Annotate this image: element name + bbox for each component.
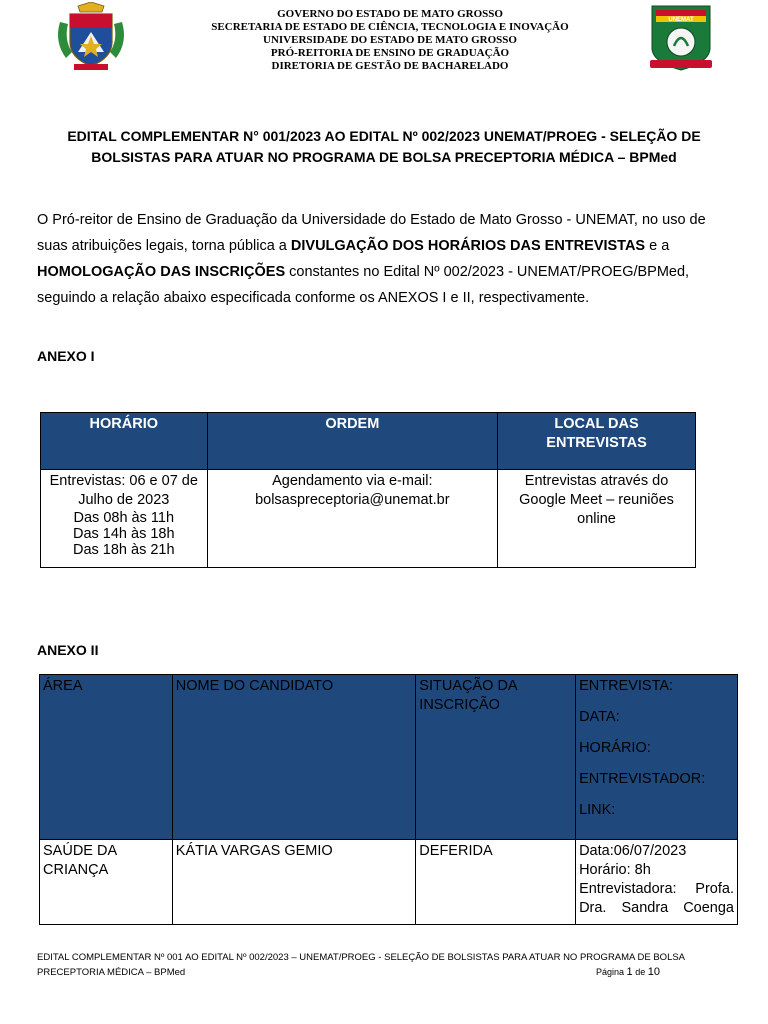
svg-text:UNEMAT: UNEMAT: [668, 17, 694, 23]
horario-line: Das 08h às 11h: [73, 510, 175, 526]
cell-entrevista: [576, 840, 738, 925]
institution-lines: [170, 8, 610, 73]
annex2-table: [39, 674, 738, 925]
table-header-row: [40, 675, 738, 840]
cell-situacao: DEFERIDA: [416, 840, 576, 925]
link-label: LINK:: [579, 802, 616, 818]
horario-line: Das 14h às 18h: [72, 526, 175, 542]
header-line: SECRETARIA DE ESTADO DE CIÊNCIA, TECNOLOGIA E INOVAÇÃO: [211, 21, 569, 33]
header-line: GOVERNO DO ESTADO DE MATO GROSSO: [277, 8, 503, 20]
data-label: DATA:: [579, 709, 620, 725]
header-ordem: ORDEM: [207, 413, 498, 470]
page-number: Página 1 de 10: [596, 966, 660, 978]
header-horario: HORÁRIO: [41, 413, 208, 470]
ordem-email: bolsaspreceptoria@unemat.br: [255, 492, 450, 508]
unemat-logo-icon: [644, 2, 718, 72]
header-line: DIRETORIA DE GESTÃO DE BACHARELADO: [271, 60, 509, 72]
header-situacao: SITUAÇÃO DA INSCRIÇÃO: [416, 675, 576, 840]
header-local: LOCAL DAS ENTREVISTAS: [498, 413, 696, 470]
header-nome: NOME DO CANDIDATO: [172, 675, 416, 840]
intro-bold-divulgacao: DIVULGAÇÃO DOS HORÁRIOS DAS ENTREVISTAS: [290, 238, 646, 254]
annex1-table: [40, 412, 696, 568]
intro-text: O Pró-reitor de Ensino de Graduação da Universidade do Estado de Mato Grosso - UNEMAT, no uso de suas atribuições legais, torna pública a: [37, 212, 706, 254]
header-line: UNIVERSIDADE DO ESTADO DE MATO GROSSO: [263, 34, 517, 46]
cell-nome: KÁTIA VARGAS GEMIO: [172, 840, 416, 925]
header-entrevista: [576, 675, 738, 840]
page-footer: [37, 950, 737, 980]
table-row: [41, 470, 696, 568]
entrevistador-label: ENTREVISTADOR:: [579, 771, 706, 787]
mato-grosso-coat-of-arms-icon: [52, 2, 130, 72]
header-line: PRÓ-REITORIA DE ENSINO DE GRADUAÇÃO: [270, 47, 510, 59]
intro-text: e a: [645, 238, 670, 254]
cell-ordem: [207, 470, 498, 568]
intro-bold-homologacao: HOMOLOGAÇÃO DAS INSCRIÇÕES: [37, 264, 286, 280]
document-header: [0, 0, 768, 80]
horario-line: Entrevistas: 06 e 07 de Julho de 2023: [49, 473, 198, 508]
cell-local: Entrevistas através do Google Meet – reuniões online: [498, 470, 696, 568]
entrevista-label: ENTREVISTA:: [579, 678, 674, 694]
cell-horario: [41, 470, 208, 568]
document-title: EDITAL COMPLEMENTAR N° 001/2023 AO EDITAL Nº 002/2023 UNEMAT/PROEG - SELEÇÃO DE BOLSISTAS PARA ATUAR NO PROGRAMA DE BOLSA PRECEPTORIA MÉDICA – BPMed: [67, 128, 701, 165]
interview-time: Horário: 8h: [579, 862, 651, 878]
intro-text: constantes no Edital Nº 002/2023 - UNEMAT/PROEG/BPMed, seguindo a relação abaixo especificada conforme os ANEXOS I e II, respectivamente.: [37, 264, 690, 306]
table-row: [40, 840, 738, 925]
ordem-line: Agendamento via e-mail:: [272, 473, 433, 489]
table-header-row: [41, 413, 696, 470]
horario-line: Das 18h às 21h: [72, 542, 175, 558]
interviewer: Entrevistadora: Profa. Dra. Sandra Coenga: [579, 881, 734, 916]
intro-paragraph: [37, 207, 737, 311]
footer-text: EDITAL COMPLEMENTAR Nº 001 AO EDITAL Nº 002/2023 – UNEMAT/PROEG - SELEÇÃO DE BOLSISTAS PARA ATUAR NO PROGRAMA DE BOLSA PRECEPTORIA MÉDICA – BPMed: [37, 952, 685, 978]
header-area: ÁREA: [40, 675, 173, 840]
annex1-label: ANEXO I: [37, 348, 95, 364]
horario-label: HORÁRIO:: [579, 740, 651, 756]
annex2-label: ANEXO II: [37, 642, 99, 658]
cell-area: SAÚDE DA CRIANÇA: [40, 840, 173, 925]
interview-date: Data:06/07/2023: [579, 843, 687, 859]
